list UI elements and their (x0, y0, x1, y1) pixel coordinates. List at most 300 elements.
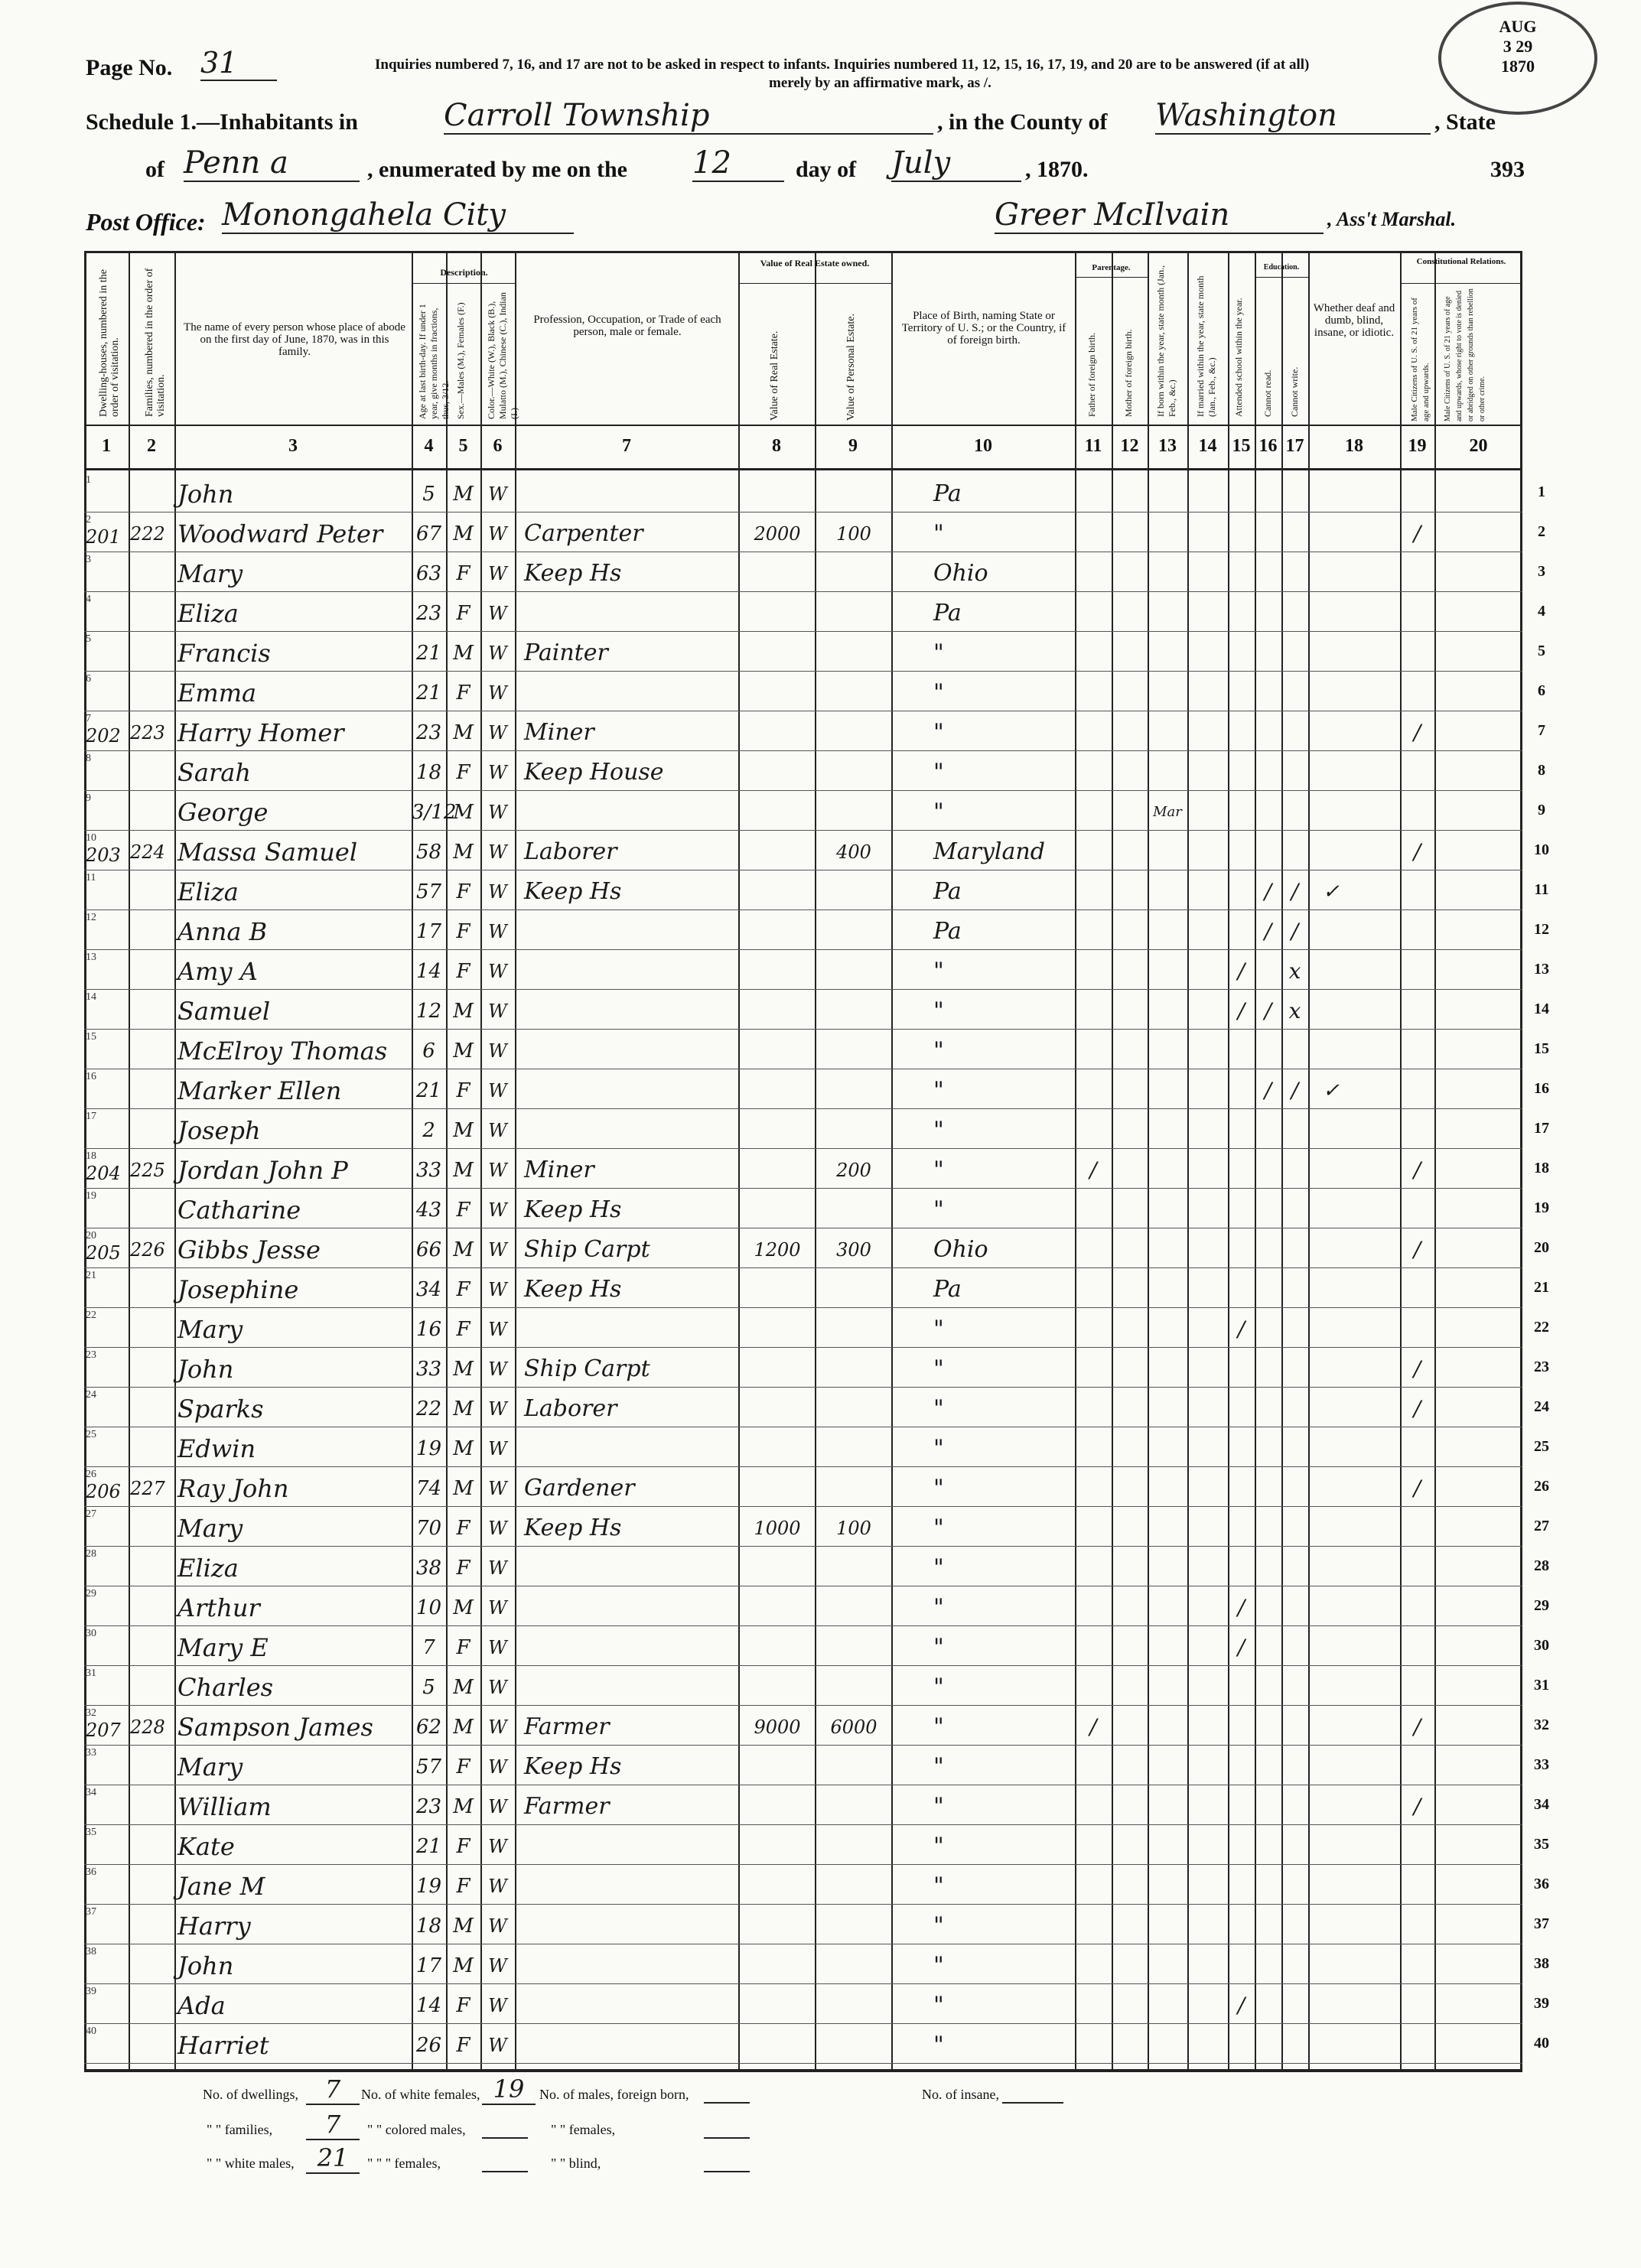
birthplace-cell: Ohio (933, 1236, 988, 1263)
age-cell: 57 (415, 880, 442, 903)
school-cell (1228, 1752, 1255, 1782)
family-number-cell (130, 757, 174, 788)
line-number: 2 (1538, 523, 1545, 540)
mother-foreign-cell (1112, 956, 1148, 987)
cannot-read-cell (1255, 1672, 1281, 1703)
cannot-write-cell (1281, 678, 1308, 708)
birthplace-cell: " (933, 1873, 944, 1899)
line-number-left: 37 (86, 1906, 96, 1918)
sex-cell: F (456, 1636, 470, 1659)
mother-foreign-cell (1112, 1712, 1148, 1742)
dwelling-number-cell: 205 (86, 1242, 121, 1264)
row-rule (84, 1267, 1522, 1268)
born-month-cell (1148, 1314, 1187, 1345)
real-estate-cell (740, 956, 815, 987)
father-foreign-cell (1075, 1394, 1112, 1424)
father-foreign-cell (1075, 1195, 1112, 1225)
education-group-rule (1255, 277, 1308, 278)
occupation-cell (524, 1831, 738, 1862)
school-cell (1228, 1433, 1255, 1464)
sex-cell: M (453, 841, 474, 864)
dwelling-number-cell (86, 1198, 129, 1228)
age-cell: 23 (415, 602, 442, 625)
real-estate-cell (740, 1314, 815, 1345)
white-males-count: 21 (306, 2143, 360, 2174)
dwelling-number-cell (86, 482, 129, 512)
occupation-cell: Keep Hs (524, 1276, 622, 1303)
dwelling-number-cell (86, 919, 129, 950)
born-month-cell (1148, 1990, 1187, 2021)
father-foreign-cell (1075, 1036, 1112, 1066)
family-number-cell (130, 956, 174, 987)
father-foreign-cell (1075, 1274, 1112, 1305)
personal-estate-cell (816, 598, 891, 629)
personal-estate-cell (816, 678, 891, 708)
colored-males-blank (482, 2137, 528, 2139)
colnum-8: 8 (772, 436, 781, 456)
father-foreign-cell (1075, 797, 1112, 828)
father-foreign-cell (1075, 1871, 1112, 1902)
dwelling-number-cell (86, 1039, 129, 1069)
born-month-cell (1148, 479, 1187, 509)
born-month-cell (1148, 1274, 1187, 1305)
line-number-left: 29 (86, 1588, 96, 1599)
line-number-left: 33 (86, 1747, 96, 1759)
occupation-cell: Carpenter (524, 520, 643, 547)
mother-foreign-cell (1112, 1473, 1148, 1504)
real-estate-cell (740, 1115, 815, 1146)
personal-estate-cell (816, 1990, 891, 2021)
occupation-cell (524, 797, 738, 828)
real-estate-cell (740, 757, 815, 788)
header-family: Families, numbered in the order of visitation. (144, 268, 167, 417)
age-cell: 10 (415, 1596, 442, 1619)
male-citizen-cell (1400, 1036, 1434, 1066)
line-number: 24 (1534, 1398, 1549, 1415)
line-number-left: 1 (86, 474, 91, 486)
age-cell: 14 (415, 1994, 442, 2017)
real-estate-cell (740, 797, 815, 828)
personal-estate-cell (816, 1553, 891, 1583)
females-label: " " females, (551, 2122, 616, 2137)
family-number-cell (130, 2030, 174, 2061)
school-cell: / (1237, 1993, 1245, 2018)
line-number: 7 (1538, 722, 1545, 739)
born-month-cell (1148, 1075, 1187, 1106)
father-foreign-cell (1075, 1593, 1112, 1623)
dwelling-number-cell: 206 (86, 1481, 121, 1502)
color-cell: W (488, 1955, 507, 1977)
line-number: 4 (1538, 603, 1545, 620)
row-rule (84, 1864, 1522, 1865)
color-cell: W (488, 841, 507, 863)
deaf-blind-cell (1308, 757, 1354, 788)
person-name-cell: Massa Samuel (177, 838, 358, 867)
cannot-write-cell: / (1291, 919, 1299, 944)
colnum-7: 7 (622, 436, 631, 456)
real-estate-cell (740, 1752, 815, 1782)
family-number-cell (130, 996, 174, 1027)
school-cell (1228, 916, 1255, 947)
col-rule-13 (1187, 252, 1189, 2069)
deaf-blind-cell (1308, 1672, 1354, 1703)
line-number: 10 (1534, 841, 1549, 858)
cannot-write-cell (1281, 1831, 1308, 1862)
color-cell: W (488, 1080, 507, 1101)
sex-cell: M (453, 1954, 474, 1977)
mother-foreign-cell (1112, 1593, 1148, 1623)
header-occupation: Profession, Occupation, or Trade of each person, male or female. (533, 314, 721, 338)
row-rule (84, 830, 1522, 831)
colnum-3: 3 (288, 436, 298, 456)
sex-cell: M (453, 801, 474, 824)
occupation-cell: Farmer (524, 1793, 610, 1820)
personal-estate-cell (816, 1791, 891, 1822)
person-name-cell: Eliza (177, 1554, 239, 1583)
born-month-cell (1148, 956, 1187, 987)
color-cell: W (488, 2035, 507, 2056)
color-cell: W (488, 1756, 507, 1778)
family-number-cell (130, 877, 174, 907)
header-value: Value of Real Estate owned. (760, 258, 870, 268)
father-foreign-cell (1075, 1951, 1112, 1981)
line-number-left: 9 (86, 792, 91, 804)
personal-estate-cell (816, 1195, 891, 1225)
header-birthplace: Place of Birth, naming State or Territory of U. S.; or the Country, if of foreign birth. (901, 310, 1066, 347)
colnum-6: 6 (493, 436, 503, 456)
male-citizen-cell: / (1413, 1794, 1421, 1819)
real-estate-cell (740, 1036, 815, 1066)
person-name-cell: Mary (177, 559, 243, 588)
age-cell: 21 (415, 1079, 442, 1102)
real-estate-cell (740, 916, 815, 947)
birthplace-cell: Pa (933, 918, 962, 945)
real-estate-cell (740, 1433, 815, 1464)
cannot-read-cell (1255, 1155, 1281, 1186)
occupation-cell: Miner (524, 1157, 594, 1183)
line-number: 37 (1534, 1915, 1549, 1932)
male-citizen-cell (1400, 1593, 1434, 1623)
age-cell: 23 (415, 1795, 442, 1818)
father-foreign-cell (1075, 956, 1112, 987)
family-number-cell (130, 797, 174, 828)
person-name-cell: Samuel (177, 997, 271, 1026)
personal-estate-cell: 300 (836, 1239, 871, 1261)
personal-estate-cell: 100 (836, 523, 871, 545)
dwelling-number-cell (86, 1277, 129, 1308)
line-number: 35 (1534, 1836, 1549, 1853)
occupation-cell: Laborer (524, 1395, 617, 1422)
father-foreign-cell (1075, 638, 1112, 669)
father-foreign-cell (1075, 877, 1112, 907)
father-foreign-cell (1075, 479, 1112, 509)
mother-foreign-cell (1112, 996, 1148, 1027)
family-number-cell: 222 (130, 523, 165, 545)
cannot-write-cell (1281, 638, 1308, 669)
line-number: 14 (1534, 1001, 1549, 1017)
male-citizen-cell: / (1413, 1237, 1421, 1262)
born-month-cell (1148, 1871, 1187, 1902)
dwelling-number-cell (86, 1755, 129, 1785)
school-cell: / (1237, 998, 1245, 1023)
mother-foreign-cell (1112, 1274, 1148, 1305)
cannot-write-cell: / (1291, 879, 1299, 904)
male-citizen-cell (1400, 1871, 1434, 1902)
dwelling-number-cell (86, 1834, 129, 1865)
day-of-label: day of (796, 157, 857, 182)
deaf-blind-cell (1308, 1513, 1354, 1544)
dwelling-number-cell (86, 1675, 129, 1706)
personal-estate-cell (816, 1394, 891, 1424)
sex-cell: F (456, 960, 470, 983)
line-number-left: 6 (86, 673, 91, 685)
line-number: 25 (1534, 1438, 1549, 1455)
white-males-label: " " white males, (207, 2156, 295, 2171)
family-number-cell: 228 (130, 1716, 165, 1738)
school-cell (1228, 837, 1255, 867)
deaf-blind-cell (1308, 1990, 1354, 2021)
sex-cell: M (453, 642, 474, 665)
real-estate-cell (740, 1553, 815, 1583)
state-field: Penn a (184, 145, 360, 182)
deaf-blind-cell (1308, 1632, 1354, 1663)
colnum-2: 2 (147, 436, 156, 456)
dwelling-number-cell (86, 760, 129, 791)
color-cell: W (488, 563, 507, 584)
birthplace-cell: " (933, 1117, 944, 1144)
mother-foreign-cell (1112, 479, 1148, 509)
birthplace-cell: " (933, 1196, 944, 1223)
personal-estate-cell (816, 1831, 891, 1862)
father-foreign-cell (1075, 519, 1112, 549)
mother-foreign-cell (1112, 1235, 1148, 1265)
born-month-cell (1148, 598, 1187, 629)
day-field: 12 (692, 145, 784, 182)
occupation-cell (524, 1871, 738, 1902)
sex-cell: F (456, 602, 470, 625)
line-number: 27 (1534, 1518, 1549, 1534)
line-number-left: 26 (86, 1469, 96, 1480)
sex-cell: M (453, 1398, 474, 1420)
cannot-read-cell (1255, 1274, 1281, 1305)
colnum-15: 15 (1232, 436, 1251, 456)
mother-foreign-cell (1112, 1155, 1148, 1186)
cannot-write-cell (1281, 1433, 1308, 1464)
age-cell: 23 (415, 721, 442, 744)
mother-foreign-cell (1112, 1791, 1148, 1822)
colored-females-blank (482, 2171, 528, 2172)
age-cell: 63 (415, 562, 442, 585)
totals-band (84, 2070, 1522, 2072)
occupation-cell (524, 1075, 738, 1106)
born-month-cell (1148, 1632, 1187, 1663)
family-number-cell: 224 (130, 841, 165, 863)
person-name-cell: Sarah (177, 758, 251, 787)
deaf-blind-cell (1308, 1593, 1354, 1623)
age-cell: 33 (415, 1159, 442, 1182)
mother-foreign-cell (1112, 916, 1148, 947)
born-month-cell (1148, 519, 1187, 549)
born-month-cell (1148, 1553, 1187, 1583)
col-rule-6 (515, 252, 516, 2069)
row-rule (84, 1466, 1522, 1467)
cannot-read-cell (1255, 479, 1281, 509)
occupation-cell (524, 479, 738, 509)
color-cell: W (488, 1597, 507, 1619)
family-number-cell (130, 678, 174, 708)
cannot-read-cell (1255, 837, 1281, 867)
school-cell (1228, 1394, 1255, 1424)
age-cell: 38 (415, 1557, 442, 1580)
dwelling-number-cell (86, 1635, 129, 1666)
line-number: 18 (1534, 1160, 1549, 1176)
birthplace-cell: " (933, 1037, 944, 1064)
color-cell: W (488, 1398, 507, 1420)
father-foreign-cell (1075, 1990, 1112, 2021)
sex-cell: F (456, 562, 470, 585)
line-number: 30 (1534, 1637, 1549, 1654)
occupation-cell (524, 916, 738, 947)
father-foreign-cell (1075, 1911, 1112, 1941)
real-estate-cell: 9000 (754, 1716, 801, 1738)
real-estate-cell: 1200 (754, 1239, 801, 1261)
header-constitutional: Constitutional Relations. (1416, 257, 1506, 266)
father-foreign-cell (1075, 717, 1112, 748)
color-cell: W (488, 643, 507, 664)
school-cell (1228, 1115, 1255, 1146)
row-rule (84, 1665, 1522, 1666)
birthplace-cell: " (933, 1435, 944, 1462)
deaf-blind-cell (1308, 1473, 1354, 1504)
person-name-cell: Josephine (177, 1275, 299, 1304)
school-cell (1228, 1075, 1255, 1106)
family-number-cell: 226 (130, 1239, 165, 1261)
occupation-cell: Ship Carpt (524, 1236, 650, 1263)
age-cell: 3/12 (412, 801, 457, 824)
father-foreign-cell (1075, 1632, 1112, 1663)
mother-foreign-cell (1112, 1314, 1148, 1345)
deaf-blind-cell (1308, 1394, 1354, 1424)
male-citizen-cell: / (1413, 1714, 1421, 1739)
sex-cell: M (453, 1676, 474, 1699)
line-number-left: 28 (86, 1548, 96, 1560)
real-estate-cell (740, 479, 815, 509)
occupation-cell: Keep House (524, 759, 664, 786)
person-name-cell: Eliza (177, 877, 239, 906)
mother-foreign-cell (1112, 1115, 1148, 1146)
personal-estate-cell (816, 717, 891, 748)
line-number-left: 30 (86, 1628, 96, 1639)
marshal-label: , Ass't Marshal. (1327, 208, 1457, 230)
blind-blank (704, 2171, 750, 2172)
male-citizen-cell (1400, 1990, 1434, 2021)
family-number-cell (130, 1513, 174, 1544)
occupation-cell: Keep Hs (524, 560, 622, 587)
cannot-write-cell (1281, 1473, 1308, 1504)
instructions-note-2: merely by an affirmative mark, as /. (769, 75, 991, 91)
born-month-cell (1148, 1513, 1187, 1544)
line-number: 23 (1534, 1359, 1549, 1375)
school-cell: / (1237, 1635, 1245, 1660)
header-attended-school: Attended school within the year. (1233, 298, 1244, 417)
born-month-cell (1148, 638, 1187, 669)
line-number: 5 (1538, 643, 1545, 659)
cannot-write-cell (1281, 1274, 1308, 1305)
birthplace-cell: " (933, 799, 944, 825)
row-rule (84, 1188, 1522, 1189)
mother-foreign-cell (1112, 1036, 1148, 1066)
father-foreign-cell: / (1089, 1714, 1097, 1739)
school-cell (1228, 1831, 1255, 1862)
dwelling-number-cell (86, 1516, 129, 1547)
deaf-blind-cell (1308, 678, 1354, 708)
cannot-write-cell: / (1291, 1078, 1299, 1103)
enumerated-label: , enumerated by me on the (367, 157, 627, 182)
dwelling-number-cell (86, 1914, 129, 1944)
real-estate-cell (740, 1990, 815, 2021)
person-name-cell: George (177, 798, 269, 827)
line-number-left: 25 (86, 1429, 96, 1440)
deaf-blind-cell (1308, 1115, 1354, 1146)
cannot-read-cell (1255, 2030, 1281, 2061)
line-number-left: 7 (86, 713, 91, 724)
birthplace-cell: Pa (933, 878, 962, 905)
dwelling-number-cell: 201 (86, 526, 121, 548)
colnum-4: 4 (424, 436, 434, 456)
person-name-cell: Sparks (177, 1394, 264, 1424)
line-number: 31 (1534, 1677, 1549, 1694)
born-month-cell (1148, 916, 1187, 947)
school-cell (1228, 757, 1255, 788)
family-number-cell (130, 1075, 174, 1106)
row-rule (84, 1625, 1522, 1626)
col-rule-2 (174, 252, 176, 2069)
line-number: 21 (1534, 1279, 1549, 1296)
person-name-cell: Francis (177, 639, 271, 668)
person-name-cell: Harry Homer (177, 718, 344, 747)
row-rule (84, 1148, 1522, 1149)
color-cell: W (488, 1438, 507, 1459)
parentage-group-rule (1075, 277, 1148, 278)
sex-cell: M (453, 1238, 474, 1261)
row-rule (84, 989, 1522, 990)
row-rule (84, 790, 1522, 791)
sex-cell: F (456, 1875, 470, 1898)
deaf-blind-cell (1308, 1354, 1354, 1385)
occupation-cell (524, 678, 738, 708)
age-cell: 58 (415, 841, 442, 864)
deaf-blind-cell (1308, 1712, 1354, 1742)
sex-cell: F (456, 1756, 470, 1778)
white-females-label: No. of white females, (361, 2087, 480, 2102)
born-month-cell (1148, 678, 1187, 708)
person-name-cell: Joseph (177, 1116, 261, 1145)
occupation-cell (524, 956, 738, 987)
personal-estate-cell (816, 1314, 891, 1345)
school-cell (1228, 678, 1255, 708)
school-cell (1228, 797, 1255, 828)
family-number-cell (130, 558, 174, 589)
sex-cell: M (453, 721, 474, 744)
occupation-cell: Gardener (524, 1475, 635, 1502)
cannot-read-cell (1255, 1951, 1281, 1981)
cannot-read-cell (1255, 1593, 1281, 1623)
real-estate-cell (740, 1871, 815, 1902)
mother-foreign-cell (1112, 1433, 1148, 1464)
birthplace-cell: " (933, 958, 944, 984)
birthplace-cell: " (933, 639, 944, 666)
row-rule (84, 1824, 1522, 1825)
